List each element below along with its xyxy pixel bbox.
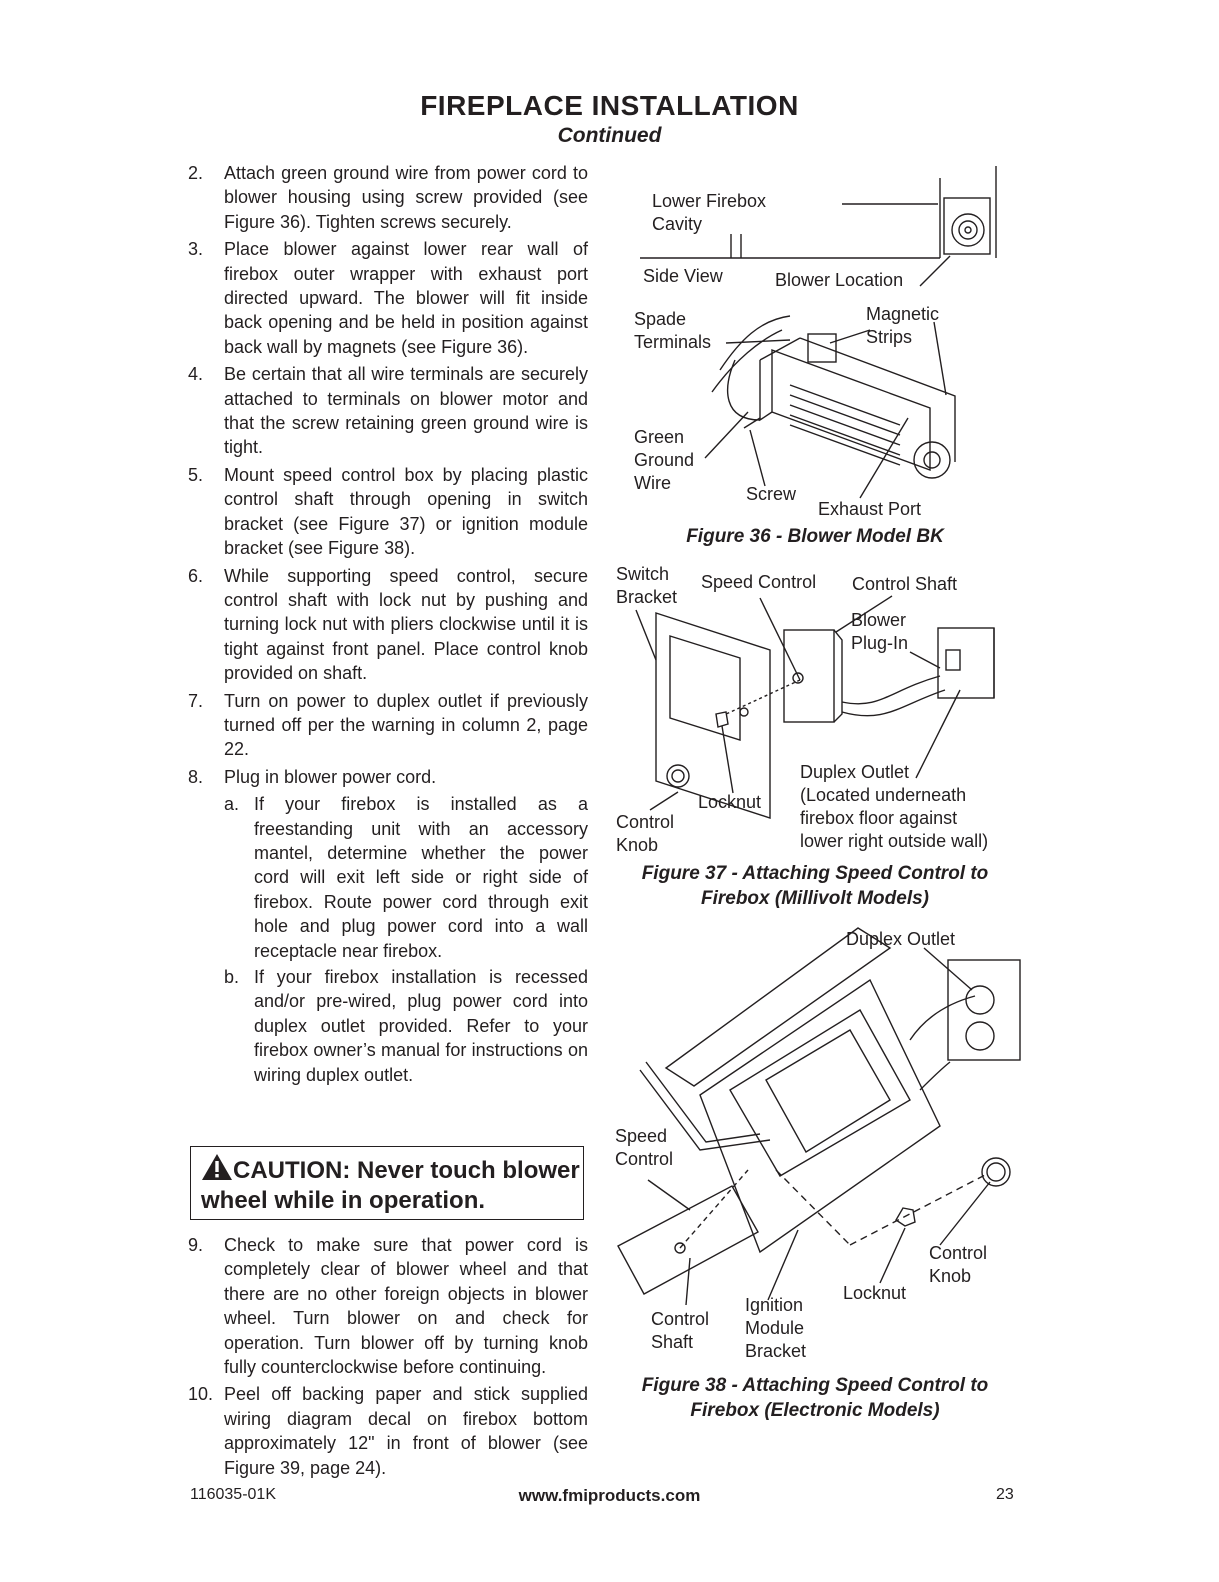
step-item: 2. Attach green ground wire from power cord to blower housing using screw provided (see Figure 36). Tighten screws securely. — [188, 163, 588, 232]
fig37-label-control-shaft: Control Shaft — [852, 574, 958, 594]
fig36-label-spade: Spade — [634, 309, 687, 329]
step-item: 8. Plug in blower power cord. — [188, 766, 437, 787]
substep-item: a. If your firebox is installed as a freestanding unit with an accessory mantel, determine whether the power cord will exit left side or right side of firebox. Route power cord through exit hole and plug power cord into a wall receptacle near firebox. — [224, 794, 588, 961]
step-item: 10. Peel off backing paper and stick supplied wiring diagram decal on firebox bottom approximately 12" in front of blower (see Figure 39, page 24). — [188, 1384, 588, 1478]
fig36-label-side-view: Side View — [643, 266, 723, 286]
fig36-label-exhaust-port: Exhaust Port — [818, 499, 922, 519]
fig36-label-strips: Strips — [866, 327, 913, 347]
fig38-label-control-shaft-2: Shaft — [651, 1332, 694, 1352]
figure-36-caption: Figure 36 - Blower Model BK — [686, 526, 944, 547]
fig36-label-terminals: Terminals — [634, 332, 712, 352]
fig36-label-lower-firebox: Lower Firebox — [652, 191, 767, 211]
fig38-label-locknut: Locknut — [843, 1283, 907, 1303]
fig38-label-speed: Speed — [615, 1126, 668, 1146]
fig37-label-control: Control — [616, 812, 675, 832]
footer-doc-number: 116035-01K — [190, 1486, 276, 1503]
step-item: 3. Place blower against lower rear wall of firebox outer wrapper with exhaust port directed upward. The blower will fit inside back opening and be held in position against back wall by magnets (see Figure 36). — [188, 239, 588, 357]
fig38-label-speed-control: Control — [615, 1149, 674, 1169]
fig36-label-screw: Screw — [746, 484, 797, 504]
figure-37-caption-line-2: Firebox (Millivolt Models) — [700, 888, 929, 909]
fig38-label-control-knob-1: Control — [929, 1243, 988, 1263]
fig36-label-wire: Wire — [634, 473, 671, 493]
fig36-label-green: Green — [634, 427, 685, 447]
step-item: 9. Check to make sure that power cord is completely clear of blower wheel and that there are no other foreign objects in blower wheel. Turn blower on and check for operation. Turn blower off by turning knob fully counterclockwise before continuing. — [188, 1235, 588, 1378]
fig38-label-control-knob-2: Knob — [929, 1266, 972, 1286]
fig38-label-bracket: Bracket — [745, 1341, 807, 1361]
fig36-label-blower-location: Blower Location — [775, 270, 904, 290]
fig36-label-cavity: Cavity — [652, 214, 703, 234]
fig36-label-magnetic: Magnetic — [866, 304, 940, 324]
step-item: 4. Be certain that all wire terminals are securely attached to terminals on blower motor and that the screw retaining green ground wire is tight. — [188, 364, 588, 458]
figure-38-caption-line-2: Firebox (Electronic Models) — [690, 1400, 940, 1421]
fig37-label-switch: Switch — [616, 564, 670, 584]
figure-36-blower — [705, 316, 955, 498]
caution-text: Never touch blower wheel while in operation. — [201, 1157, 580, 1214]
page-title: FIREPLACE INSTALLATION — [420, 90, 799, 121]
fig37-label-duplex-2: (Located underneath — [800, 785, 967, 805]
fig37-label-locknut: Locknut — [698, 792, 762, 812]
fig37-label-duplex-1: Duplex Outlet — [800, 762, 910, 782]
fig37-label-duplex-3: firebox floor against — [800, 808, 958, 828]
fig37-label-blower: Blower — [851, 610, 907, 630]
step-item: 6. While supporting speed control, secure control shaft with lock nut by pushing and turning lock nut with pliers clockwise until it is tight against front panel. Place control knob provided on shaft. — [188, 565, 588, 684]
fig38-label-ignition: Ignition — [745, 1295, 804, 1315]
page-subtitle: Continued — [557, 124, 662, 147]
footer-page-number: 23 — [996, 1486, 1014, 1503]
fig37-label-duplex-4: lower right outside wall) — [800, 831, 989, 851]
figure-37-caption-line-1: Figure 37 - Attaching Speed Control to — [641, 863, 989, 884]
step-item: 7. Turn on power to duplex outlet if previously turned off per the warning in column 2, page 22. — [188, 690, 588, 760]
fig37-label-knob: Knob — [616, 835, 659, 855]
fig36-label-ground: Ground — [634, 450, 695, 470]
step-item: 5. Mount speed control box by placing plastic control shaft through opening in switch bracket (see Figure 37) or ignition module bracket (see Figure 38). — [188, 464, 588, 559]
fig38-label-module: Module — [745, 1318, 805, 1338]
fig37-label-plug-in: Plug-In — [851, 633, 909, 653]
fig38-label-duplex-outlet: Duplex Outlet — [846, 929, 956, 949]
footer-website: www.fmiproducts.com — [518, 1486, 701, 1505]
figure-38-caption-line-1: Figure 38 - Attaching Speed Control to — [641, 1375, 989, 1396]
fig37-label-speed-control: Speed Control — [701, 572, 817, 592]
fig38-label-control-shaft-1: Control — [651, 1309, 710, 1329]
substep-item: b. If your firebox installation is recessed and/or pre-wired, plug power cord into duplex outlet provided. Refer to your firebox owner’s manual for instructions on wiring duplex outlet. — [224, 967, 588, 1085]
caution-label: CAUTION: — [233, 1157, 351, 1184]
fig37-label-bracket: Bracket — [616, 587, 678, 607]
